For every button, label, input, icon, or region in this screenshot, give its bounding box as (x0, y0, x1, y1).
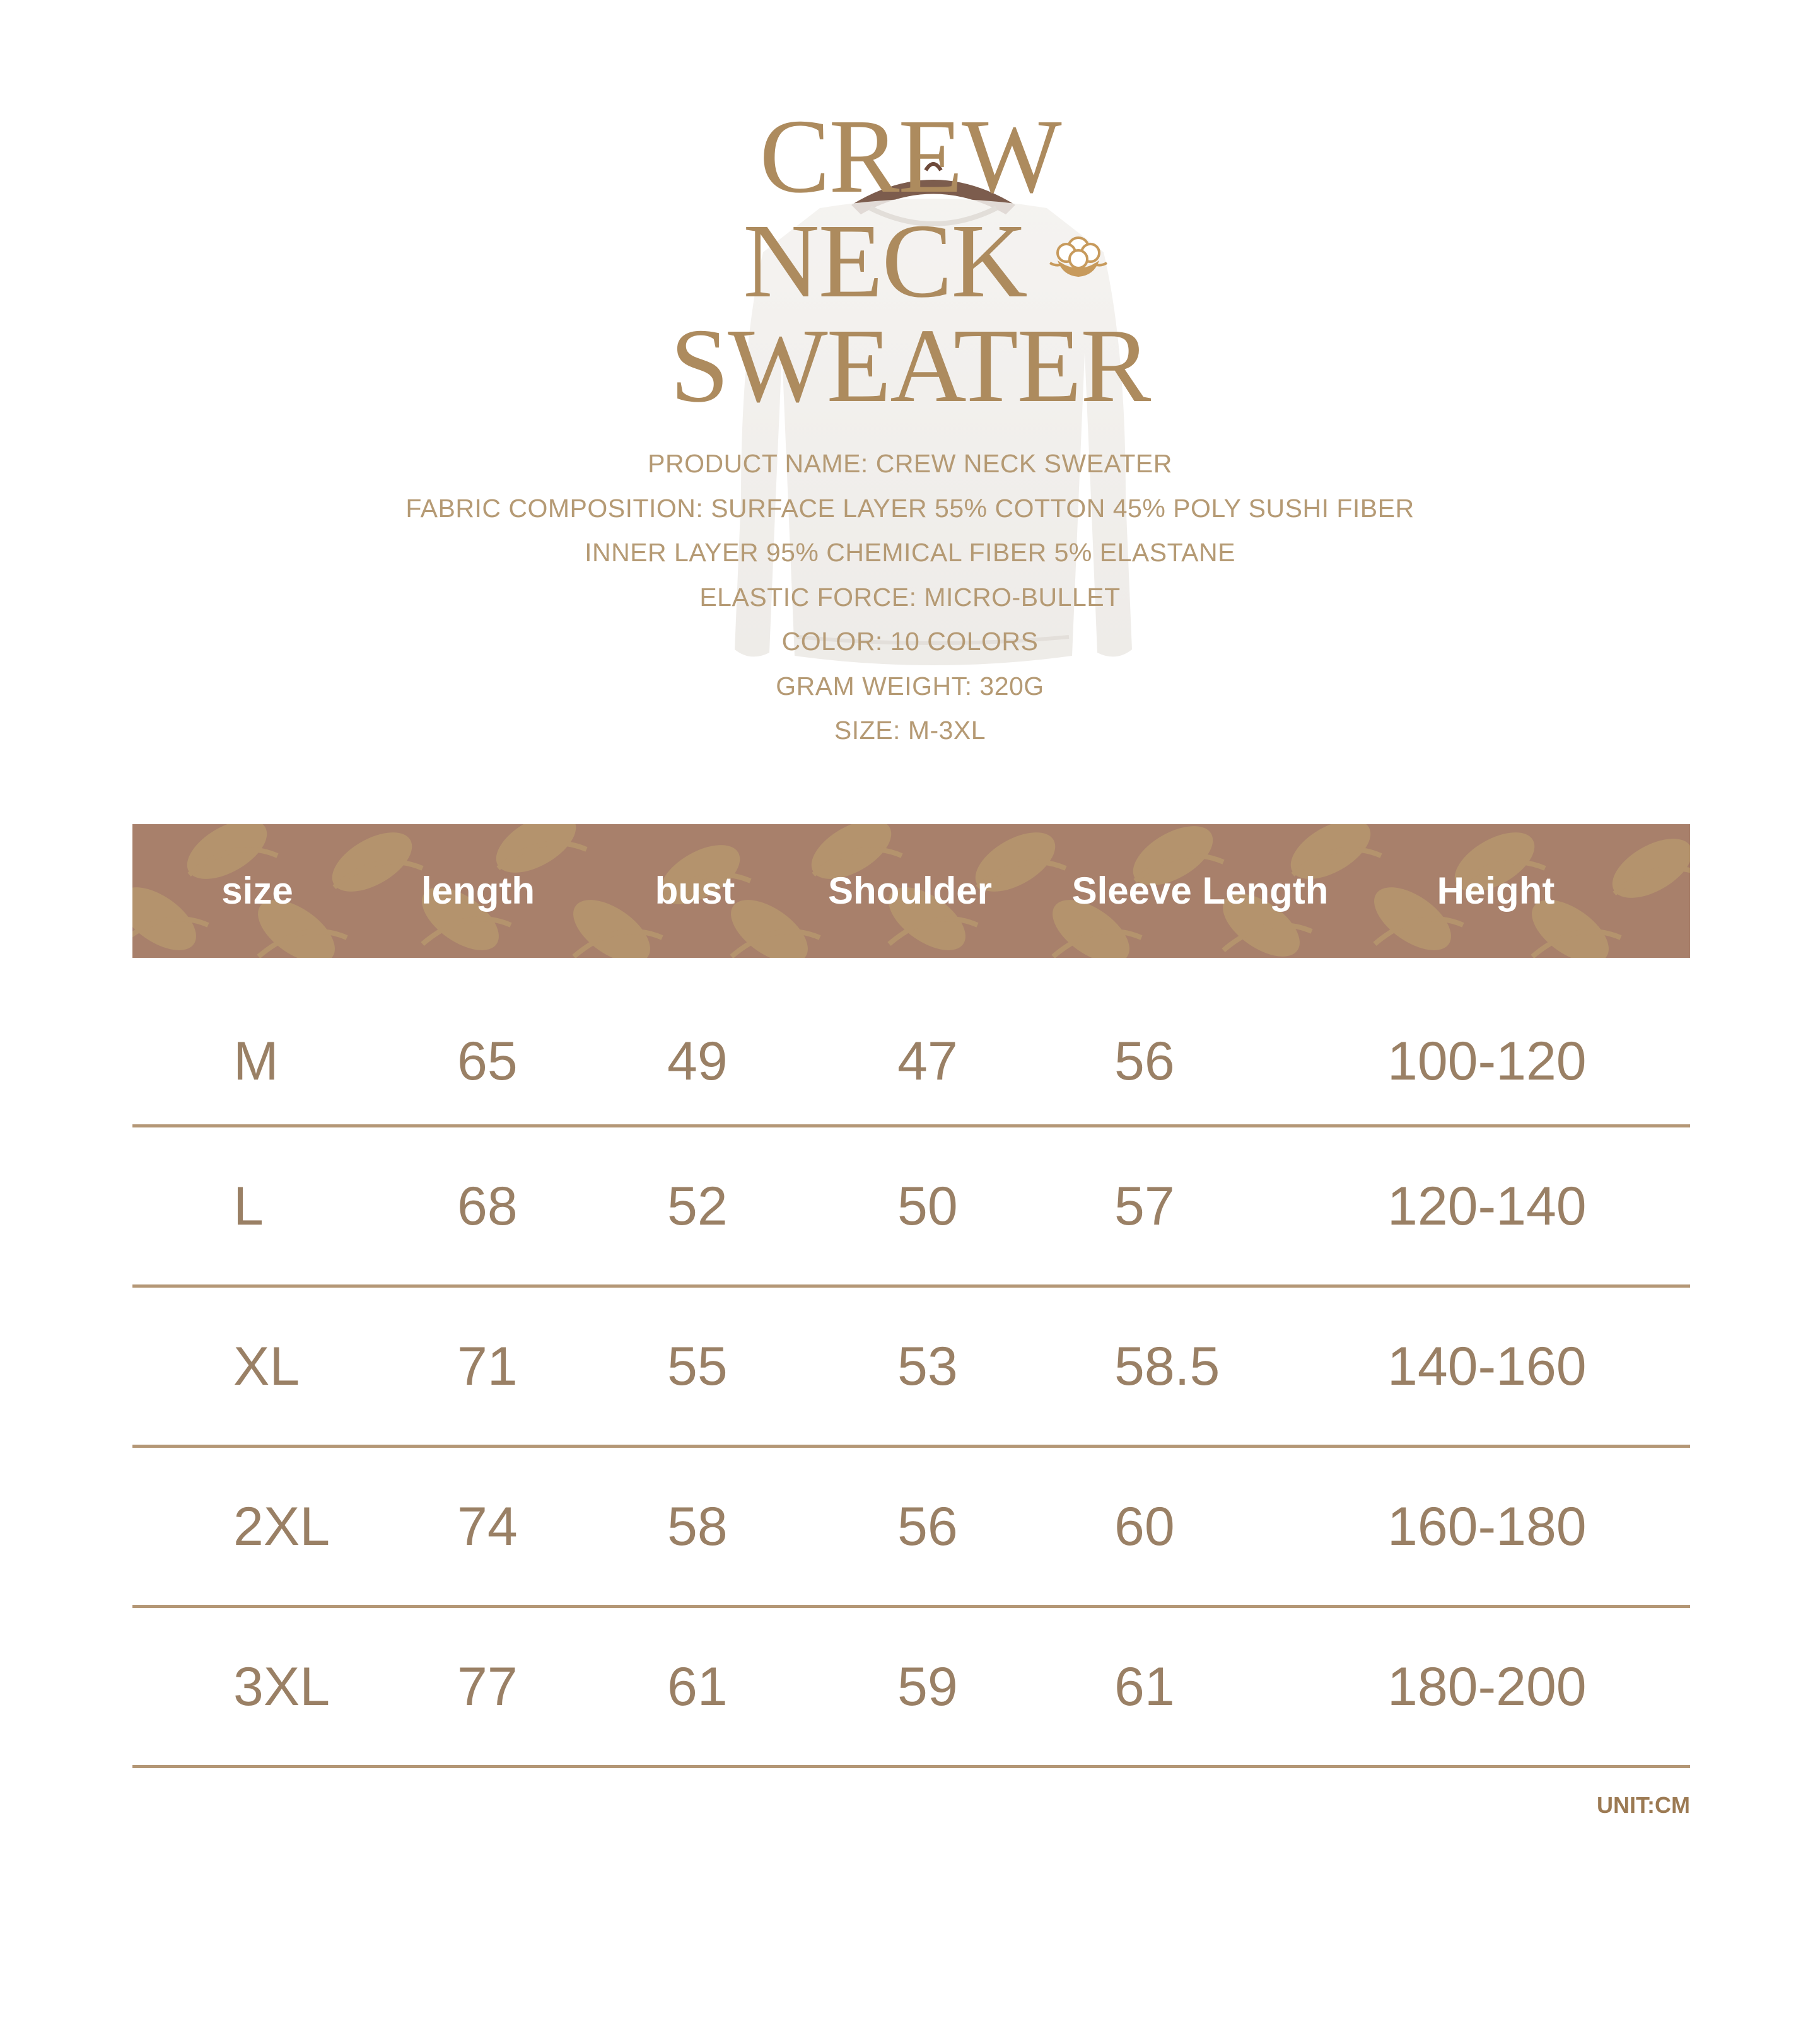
size-table (132, 824, 1690, 1768)
spec-fabric-composition: FABRIC COMPOSITION: SURFACE LAYER 55% COTTON 45% POLY SUSHI FIBER (405, 493, 1415, 523)
leaf-shape (132, 875, 207, 958)
table-row (132, 1127, 1690, 1288)
cell-sleeve-length: 60 (1114, 1496, 1175, 1557)
cell-height: 160-180 (1387, 1496, 1587, 1557)
cell-length: 71 (457, 1336, 518, 1397)
cell-shoulder: 50 (897, 1176, 958, 1237)
cell-sleeve-length: 56 (1114, 1031, 1175, 1092)
cell-length: 68 (457, 1176, 518, 1237)
header-size: size (221, 870, 293, 912)
cell-shoulder: 59 (897, 1657, 958, 1717)
header-shoulder: Shoulder (827, 870, 993, 912)
size-table-header (132, 824, 1690, 958)
cell-size: L (233, 1176, 264, 1237)
leaf-shape (563, 887, 661, 958)
cell-bust: 61 (667, 1657, 728, 1717)
header-height: Height (1437, 870, 1555, 912)
cell-bust: 49 (667, 1031, 728, 1092)
product-specs (0, 441, 1820, 753)
cell-sleeve-length: 58.5 (1114, 1336, 1220, 1397)
cell-size: 2XL (233, 1496, 330, 1557)
cotton-flower-icon (1044, 224, 1113, 287)
spec-size: SIZE: M-3XL (834, 716, 986, 745)
cell-height: 100-120 (1387, 1031, 1587, 1092)
cell-sleeve-length: 57 (1114, 1176, 1175, 1237)
table-row (132, 1288, 1690, 1448)
cell-length: 65 (457, 1031, 518, 1092)
cell-length: 77 (457, 1657, 518, 1717)
cell-height: 180-200 (1387, 1657, 1587, 1717)
header-length: length (421, 870, 535, 912)
header-bust: bust (655, 870, 735, 912)
header-sleeve-length: Sleeve Length (1071, 870, 1329, 912)
spec-color: COLOR: 10 COLORS (781, 627, 1039, 656)
table-row (132, 958, 1690, 1127)
spec-inner-layer: INNER LAYER 95% CHEMICAL FIBER 5% ELASTANE (585, 538, 1235, 567)
cell-length: 74 (457, 1496, 518, 1557)
cell-size: 3XL (233, 1657, 330, 1717)
cell-shoulder: 56 (897, 1496, 958, 1557)
cell-height: 140-160 (1387, 1336, 1587, 1397)
spec-product-name: PRODUCT NAME: CREW NECK SWEATER (648, 449, 1172, 478)
cell-sleeve-length: 61 (1114, 1657, 1175, 1717)
cell-bust: 52 (667, 1176, 728, 1237)
title-line-1: CREW (759, 98, 1061, 215)
cell-bust: 58 (667, 1496, 728, 1557)
title-line-3: SWEATER (670, 307, 1150, 424)
spec-elastic-force: ELASTIC FORCE: MICRO-BULLET (699, 582, 1121, 612)
product-title (0, 98, 1820, 424)
table-row (132, 1608, 1690, 1768)
cell-size: XL (233, 1336, 300, 1397)
title-line-2: NECK (743, 202, 1027, 320)
cell-height: 120-140 (1387, 1176, 1587, 1237)
cell-bust: 55 (667, 1336, 728, 1397)
cell-shoulder: 53 (897, 1336, 958, 1397)
cell-size: M (233, 1031, 279, 1092)
spec-gram-weight: GRAM WEIGHT: 320G (776, 671, 1044, 701)
table-row (132, 1448, 1690, 1608)
cell-shoulder: 47 (897, 1031, 958, 1092)
unit-label: UNIT:CM (1597, 1792, 1690, 1818)
